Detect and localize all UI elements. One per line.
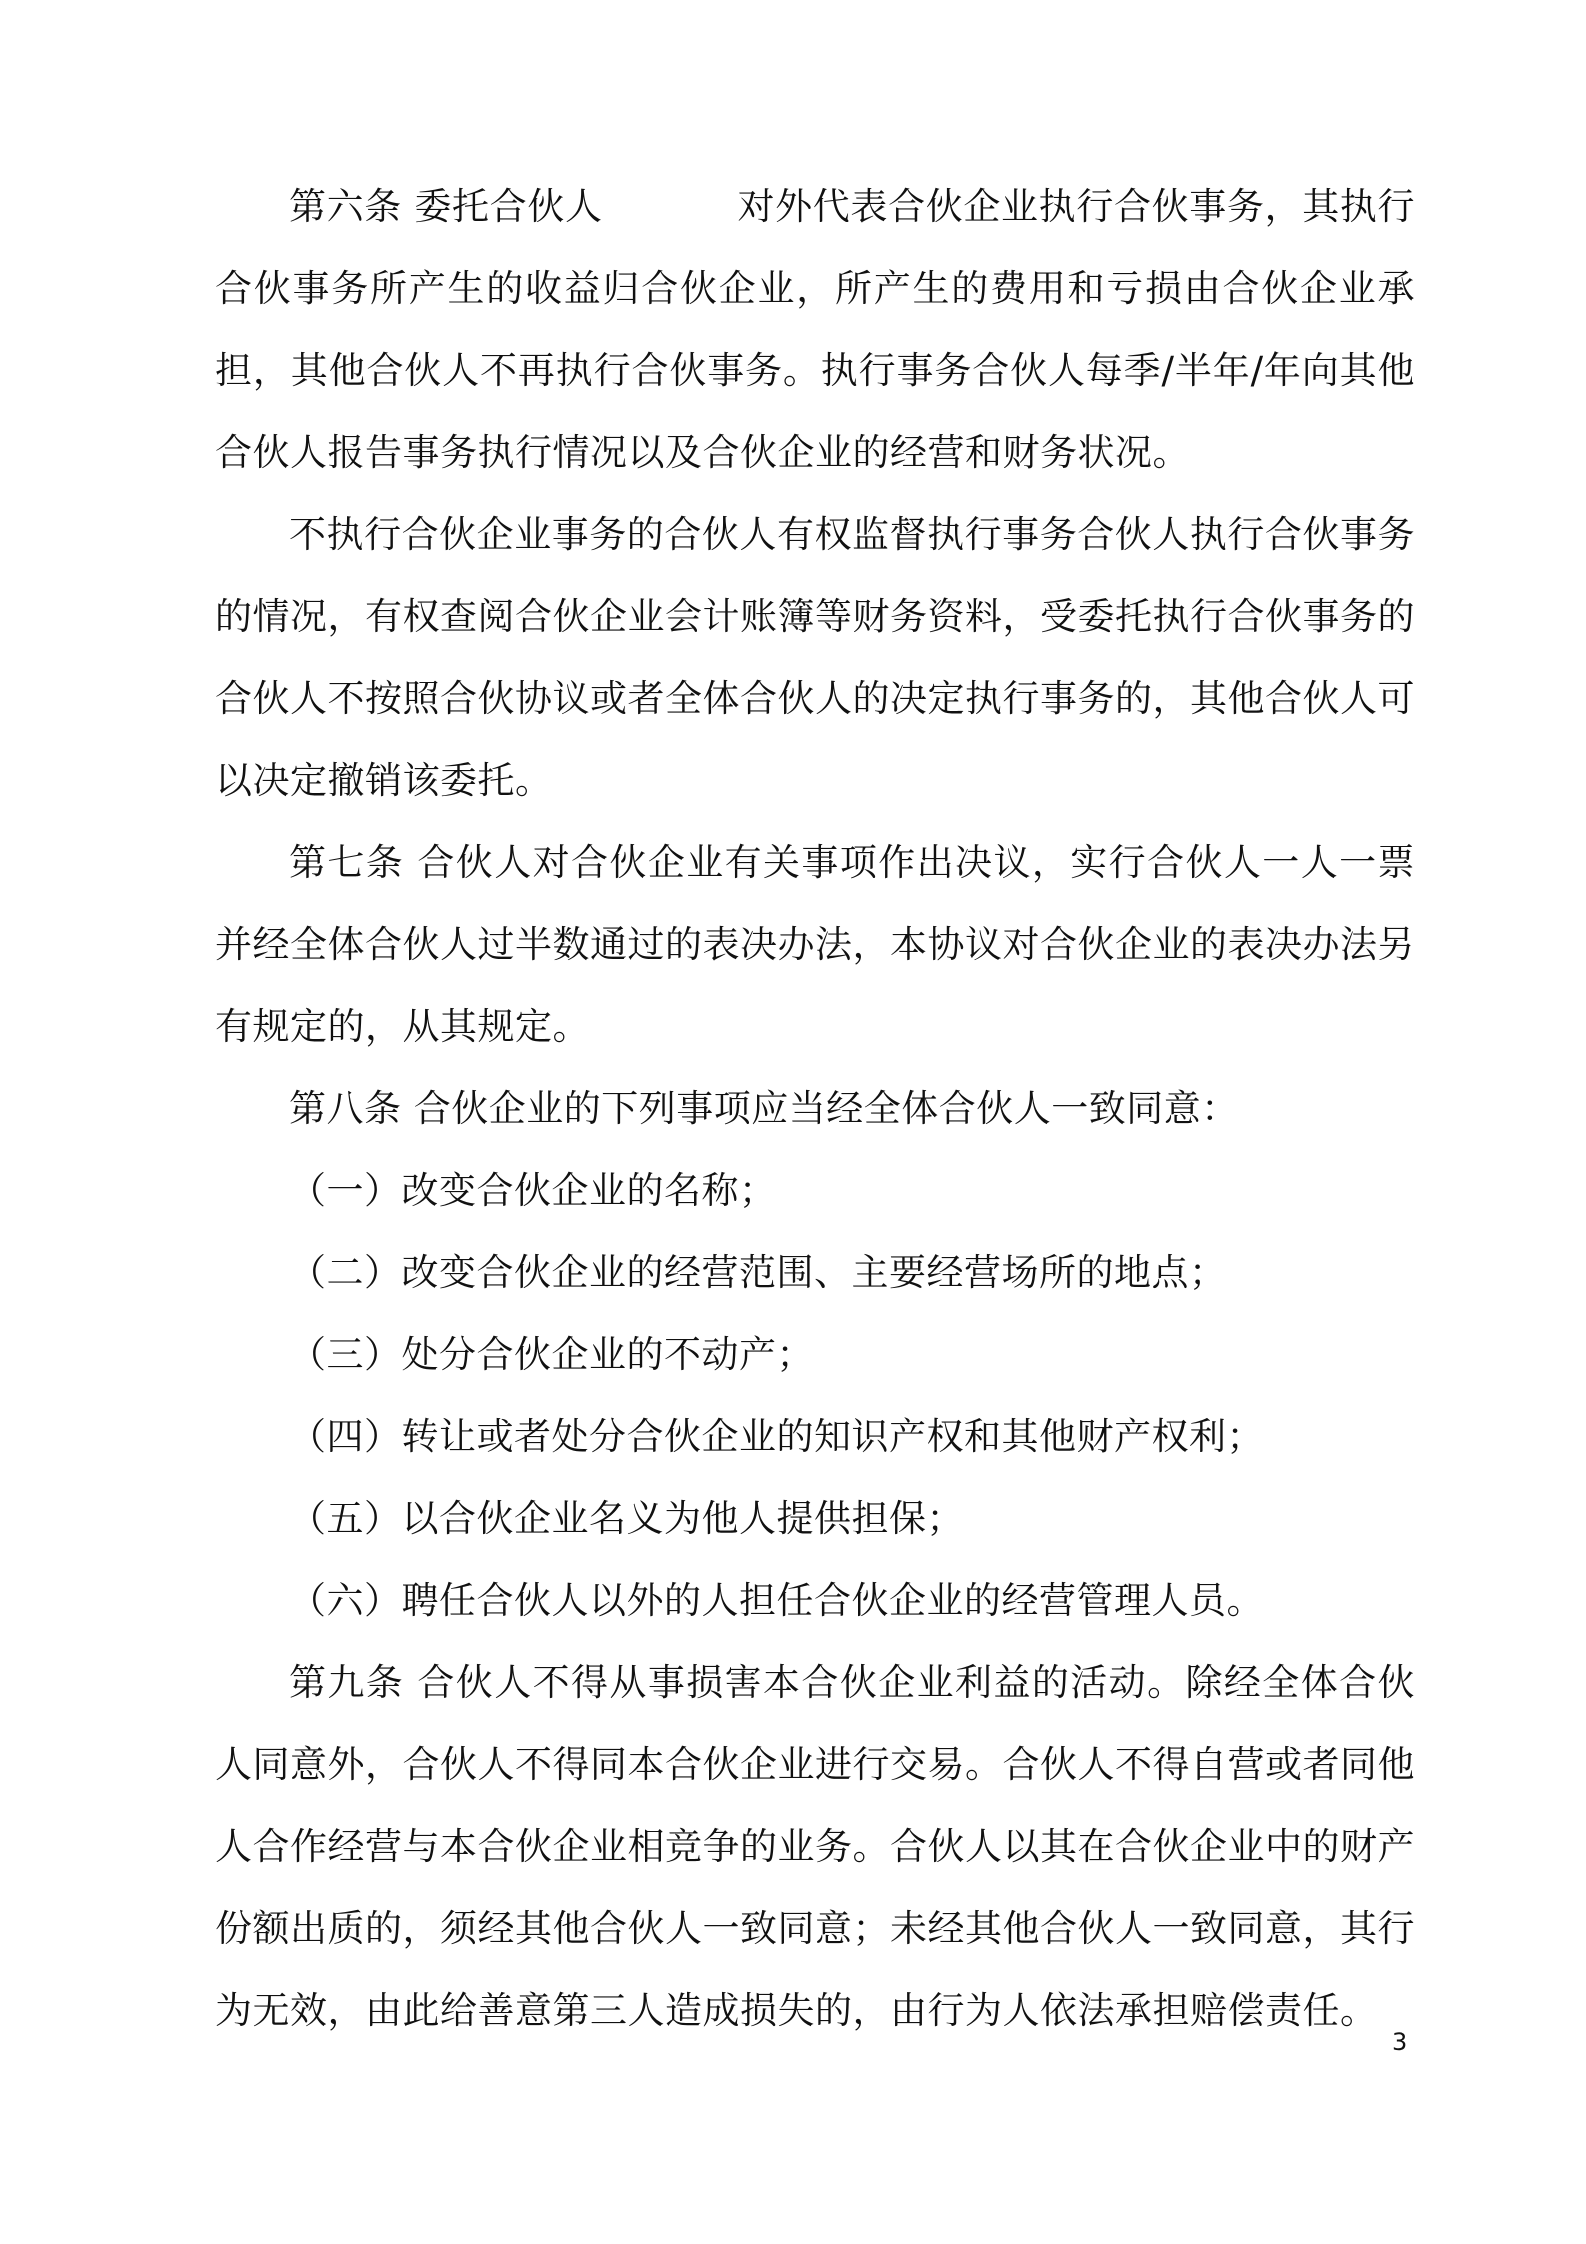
article-8-item-4: （四）转让或者处分合伙企业的知识产权和其他财产权利； [289,1415,1264,1458]
article-8-text: 合伙企业的下列事项应当经全体合伙人一致同意： [413,1087,1239,1130]
article-7-heading: 第七条 [289,841,405,884]
article-8-item-5: （五）以合伙企业名义为他人提供担保； [289,1497,964,1540]
article-8-paragraph [215,1068,1415,1150]
article-7-paragraph [215,822,1415,1068]
article-9-paragraph [215,1642,1415,2052]
document-body [215,166,1415,2052]
article-9-text: 合伙人不得从事损害本合伙企业利益的活动。除经全体合伙人同意外，合伙人不得同本合伙企业进行交易。合伙人不得自营或者同他人合作经营与本合伙企业相竞争的业务。合伙人以其在合伙企业中的财产份额出质的，须经其他合伙人一致同意；未经其他合伙人一致同意，其行为无效，由此给善意第三人造成损失的，由行为人依法承担赔偿责任。 [215,1661,1416,2032]
article-8-item-6: （六）聘任合伙人以外的人担任合伙企业的经营管理人员。 [289,1579,1264,1622]
article-6-heading: 第六条 [289,185,402,228]
article-6-text: 对外代表合伙企业执行合伙事务，其执行合伙事务所产生的收益归合伙企业，所产生的费用和亏损由合伙企业承担，其他合伙人不再执行合伙事务。执行事务合伙人每季/半年/年向其他合伙人报告事务执行情况以及合伙企业的经营和财务状况。 [215,185,1416,474]
article-6-paragraph [215,166,1415,494]
article-7-text: 合伙人对合伙企业有关事项作出决议，实行合伙人一人一票并经全体合伙人过半数通过的表决办法，本协议对合伙企业的表决办法另有规定的，从其规定。 [215,841,1416,1048]
article-6-paragraph-2: 不执行合伙企业事务的合伙人有权监督执行事务合伙人执行合伙事务的情况，有权查阅合伙企业会计账簿等财务资料，受委托执行合伙事务的合伙人不按照合伙协议或者全体合伙人的决定执行事务的，其他合伙人可以决定撤销该委托。 [215,513,1415,802]
article-8-heading: 第八条 [289,1087,402,1130]
article-9-heading: 第九条 [289,1661,405,1704]
article-8-item-2: （二）改变合伙企业的经营范围、主要经营场所的地点； [289,1251,1227,1294]
article-8-item-3: （三）处分合伙企业的不动产； [289,1333,814,1376]
page-number: 3 [1392,2028,1408,2056]
article-6-title: 委托合伙人 [414,185,603,228]
article-8-item-1: （一）改变合伙企业的名称； [289,1169,777,1212]
